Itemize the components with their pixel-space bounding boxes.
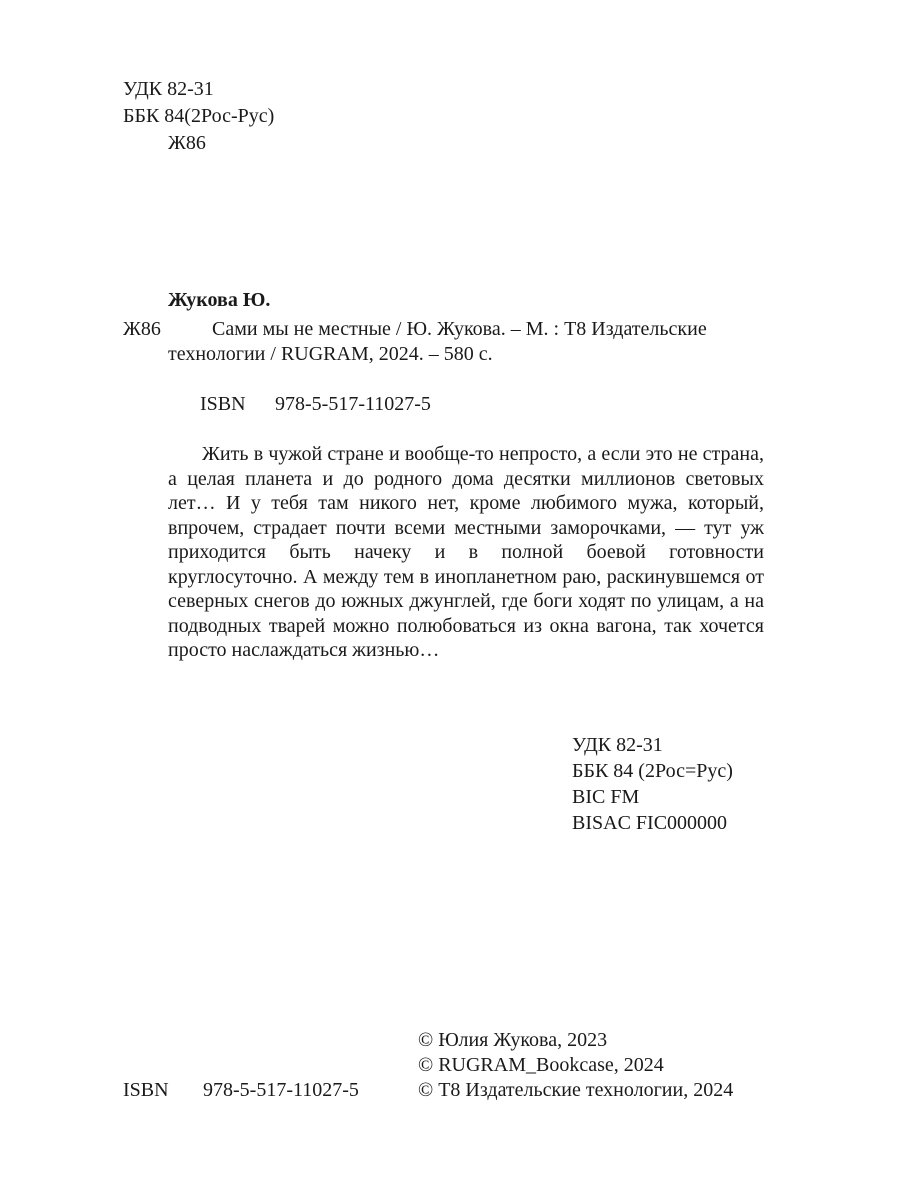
abstract: Жить в чужой стране и вообще-то непросто, а если это не страна, а целая планета и до родного дома десятки миллионов световых лет… И у тебя там никого нет, кроме любимого мужа, который, впрочем, страдает почти всеми местными заморочками, — тут уж приходится быть начеку и в полной боевой готовности круглосуточно. А между тем в инопланетном раю, раскинувшемся от северных снегов до южных джунглей, где боги ходят по улицам, а на подводных тварей можно полюбоваться из окна вагона, так хочется просто наслаждаться жизнью…: [168, 443, 764, 661]
isbn-label: ISBN: [200, 393, 246, 415]
copyright-t8: © Т8 Издательские технологии, 2024: [418, 1079, 734, 1101]
top-author-mark: Ж86: [168, 132, 206, 154]
class-bisac: BISAC FIC000000: [572, 812, 728, 834]
title-line-1: Сами мы не местные / Ю. Жукова. – М. : Т8 Издательские: [212, 318, 707, 340]
top-bbk: ББК 84(2Рос-Рус): [123, 105, 275, 127]
copyright-rugram: © RUGRAM_Bookcase, 2024: [418, 1054, 664, 1076]
footer-isbn-label: ISBN: [123, 1079, 169, 1101]
title-line-2: технологии / RUGRAM, 2024. – 580 с.: [168, 343, 493, 365]
isbn-value: 978-5-517-11027-5: [275, 393, 431, 415]
top-udk: УДК 82-31: [123, 78, 214, 100]
class-udk: УДК 82-31: [572, 734, 663, 756]
copyright-author: © Юлия Жукова, 2023: [418, 1029, 608, 1051]
author-heading: Жукова Ю.: [168, 289, 271, 311]
class-bbk: ББК 84 (2Рос=Рус): [572, 760, 733, 782]
entry-author-mark: Ж86: [123, 318, 161, 340]
footer-isbn-value: 978-5-517-11027-5: [203, 1079, 359, 1101]
class-bic: BIC FM: [572, 786, 640, 808]
